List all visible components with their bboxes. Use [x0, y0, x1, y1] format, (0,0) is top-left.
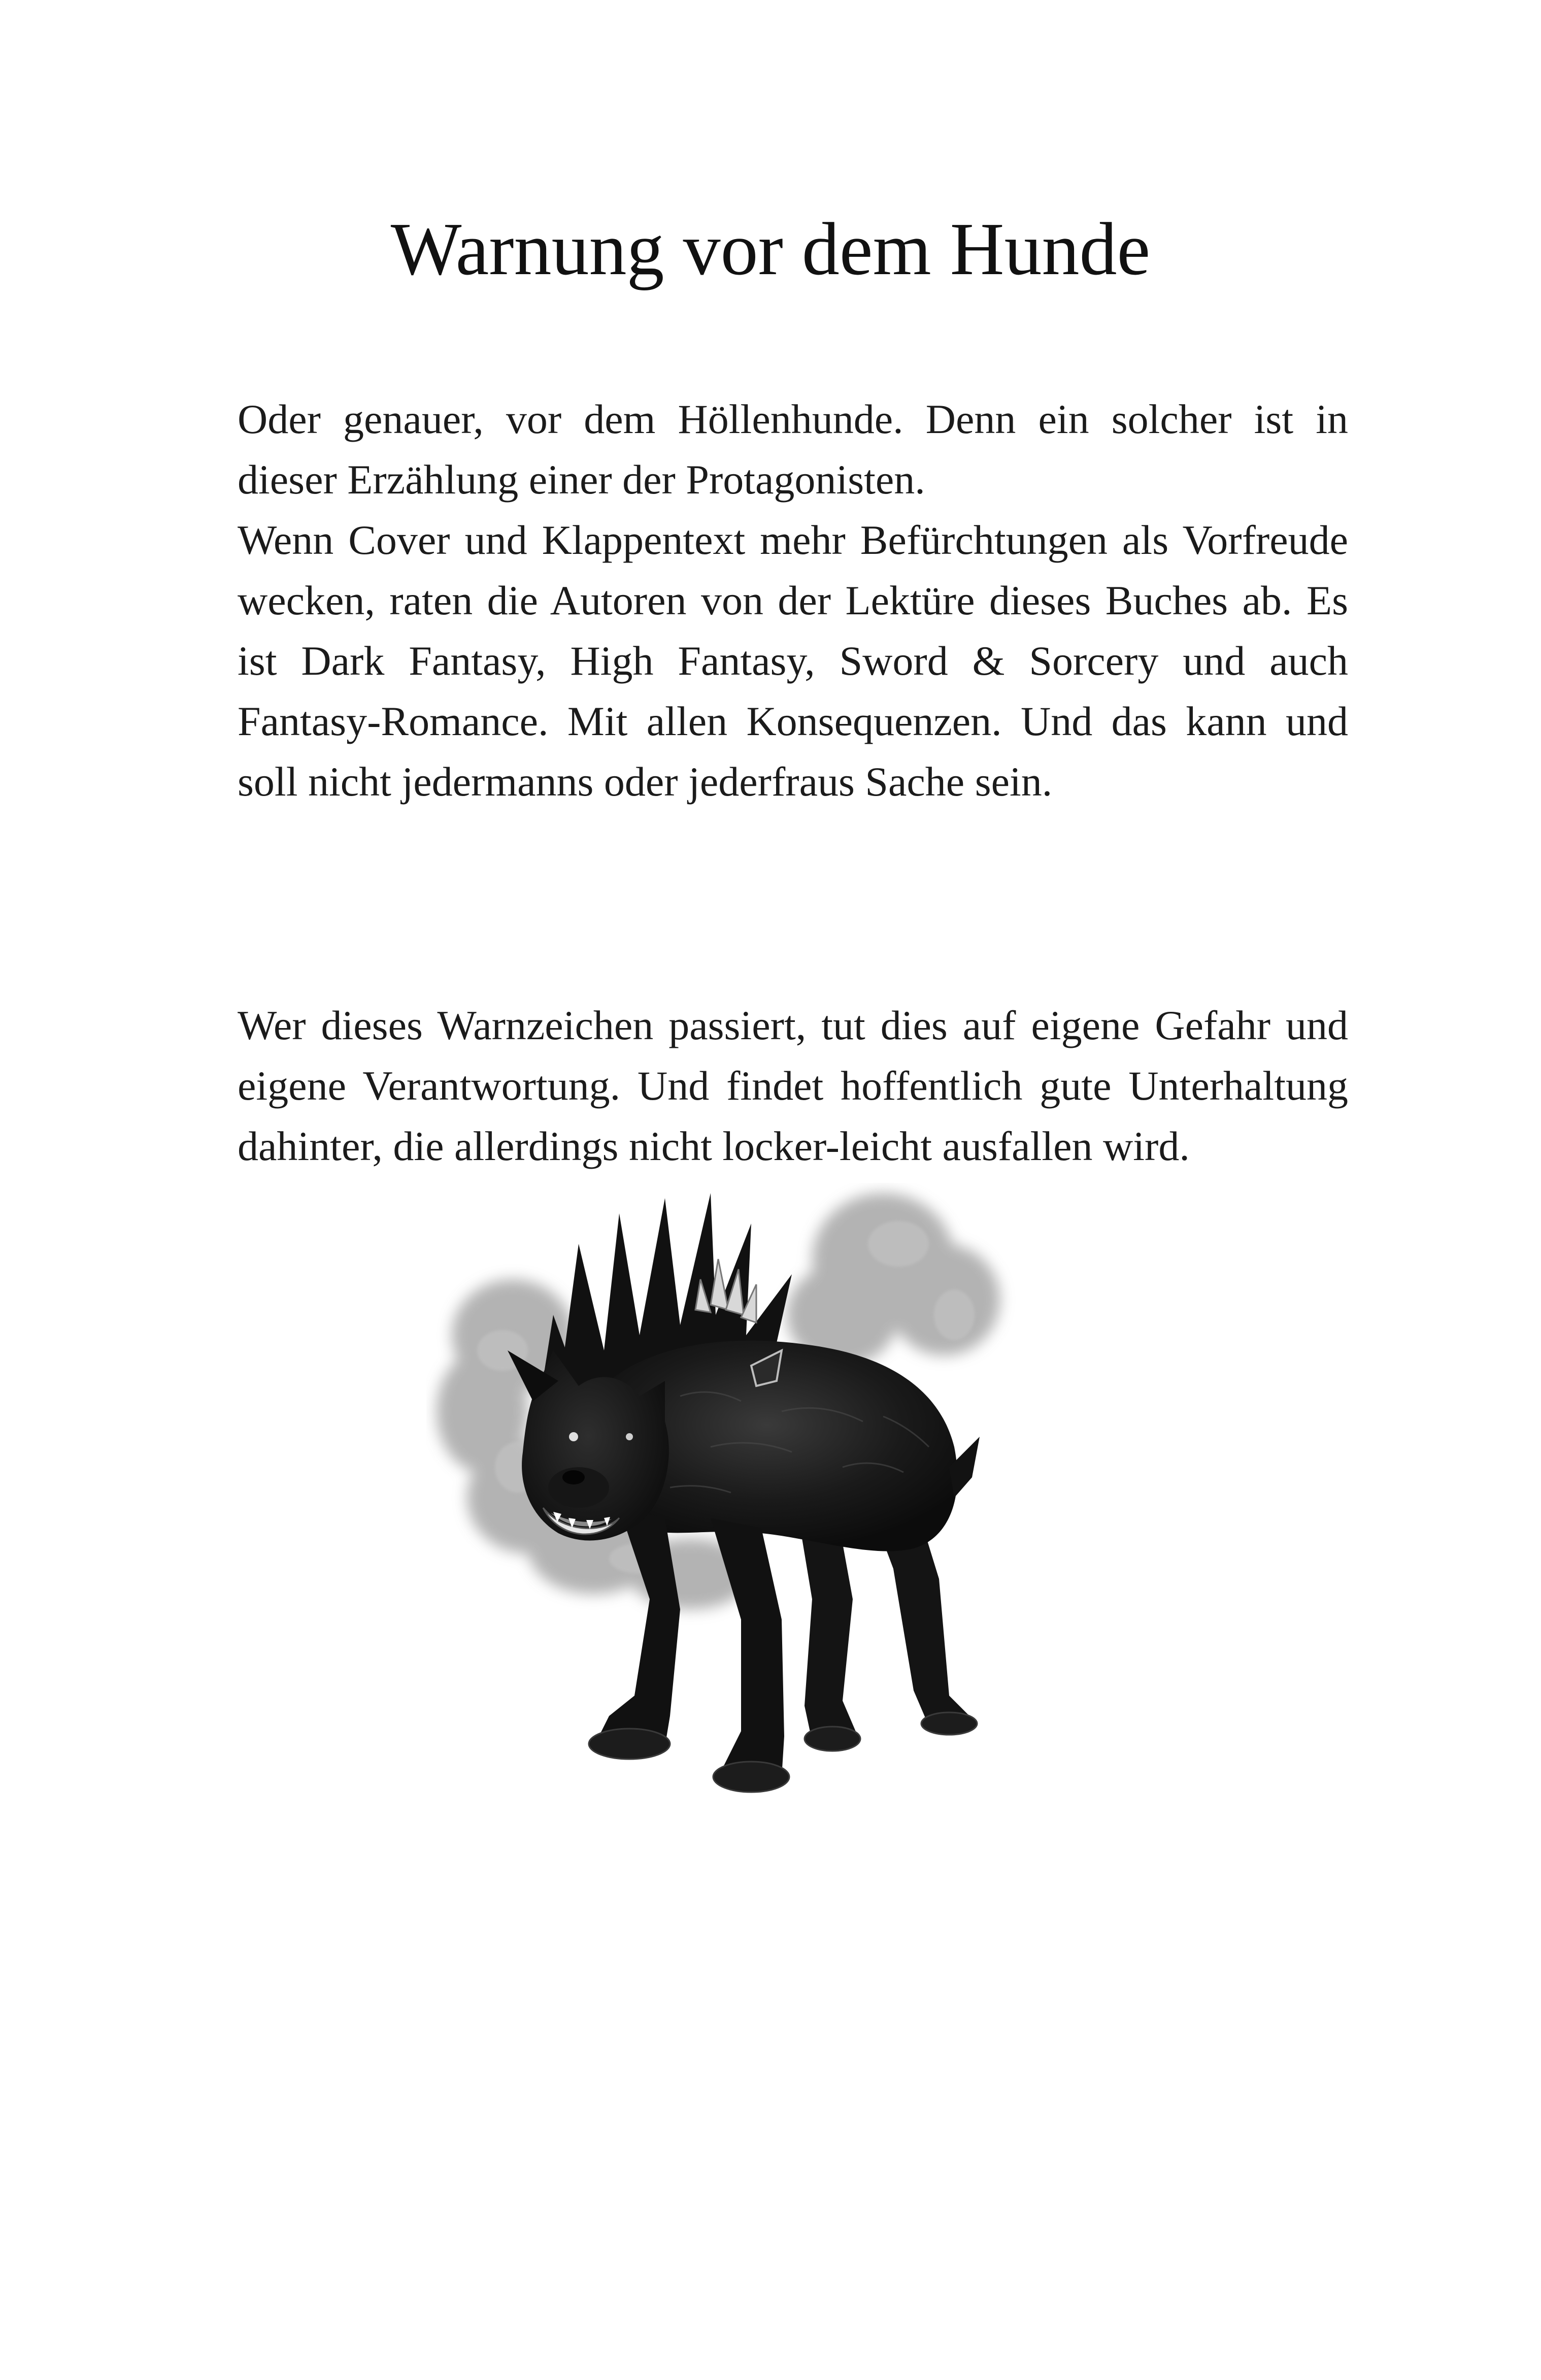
- eye: [569, 1432, 578, 1441]
- eye: [626, 1433, 633, 1440]
- paragraph: Wer dieses Warnzeichen passiert, tut dies auf eigene Gefahr und eigene Verantwortung. Und findet hoffentlich gute Unterhaltung dahinter, die allerdings nicht locker-leicht ausfallen wird.: [238, 1002, 1348, 1169]
- paragraph: Oder genauer, vor dem Höllenhunde. Denn ein solcher ist in dieser Erzählung einer der Protagonisten.: [238, 396, 1348, 503]
- hellhound-illustration: [426, 1183, 1056, 1858]
- intro-text-block: [238, 389, 1348, 812]
- paragraph: Wenn Cover und Klappentext mehr Befürchtungen als Vorfreude wecken, raten die Autoren von der Lektüre dieses Buches ab. Es ist Dark Fantasy, High Fantasy, Sword & Sorcery und auch Fantasy-Romance. Mit allen Konsequenzen. Und das kann und soll nicht jedermanns oder jederfraus Sache sein.: [238, 517, 1348, 805]
- page-title: Warnung vor dem Hunde: [390, 208, 1151, 291]
- hellhound-image: [426, 1183, 1056, 1858]
- warning-text-block: [238, 995, 1348, 1176]
- nose: [562, 1470, 585, 1484]
